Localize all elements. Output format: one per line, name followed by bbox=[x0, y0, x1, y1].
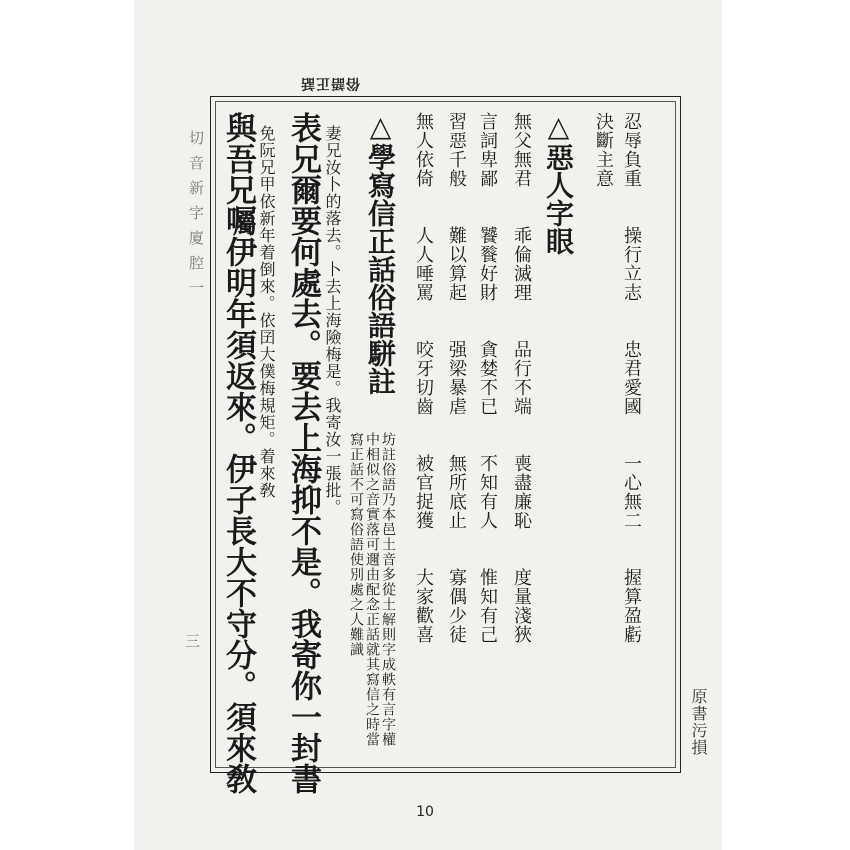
text-column: 無人依倚 人人唾罵 咬牙切齒 被官捉獲 大家歡喜 bbox=[413, 112, 434, 644]
text-column: 言詞卑鄙 饕餮好財 貪婪不已 不知有人 惟知有己 bbox=[477, 112, 498, 644]
spine-text: 切音新字廈腔一 bbox=[187, 130, 205, 305]
annotation-column: 寫正話不可寫俗語使別處之人難識 bbox=[348, 432, 364, 657]
annotation-column: 中相似之音實落可邇由配念正話就其寫信之時當 bbox=[364, 432, 380, 747]
dialect-line: 免阮兄甲依新年着倒來。依囝大僕梅規矩。着來敎 bbox=[257, 125, 276, 499]
page-number: 10 bbox=[416, 804, 434, 820]
margin-note: 原書污損 bbox=[689, 688, 708, 756]
text-column: 忍辱負重 操行立志 忠君愛國 一心無二 握算盈虧 bbox=[621, 112, 642, 644]
section-title: △惡人字眼 bbox=[542, 110, 575, 255]
running-header: 俗語正話 bbox=[300, 75, 360, 91]
text-column: 習惡千般 難以算起 强梁暴虐 無所底止 寡偶少徒 bbox=[446, 112, 467, 644]
text-column: 無父無君 乖倫滅理 品行不端 喪盡廉恥 度量淺狹 bbox=[511, 112, 532, 644]
standard-line: 表兄爾要何處去。要去上海抑不是。我寄你一封書 bbox=[285, 112, 321, 794]
text-column: 決斷主意 bbox=[593, 112, 614, 188]
annotation-column: 坊註俗語乃本邑土音多從土解則字成軼有言字權 bbox=[380, 432, 396, 747]
standard-line: 與吾兄囑伊明年須返來。伊子長大不守分。須來敎 bbox=[220, 112, 256, 794]
dialect-line: 妻兄汝卜的落去。卜去上海險梅是。我寄汝一張批。 bbox=[323, 125, 342, 516]
section-title: △學寫信正話俗語駢註 bbox=[364, 110, 397, 395]
spine-number: 三 bbox=[185, 632, 201, 650]
